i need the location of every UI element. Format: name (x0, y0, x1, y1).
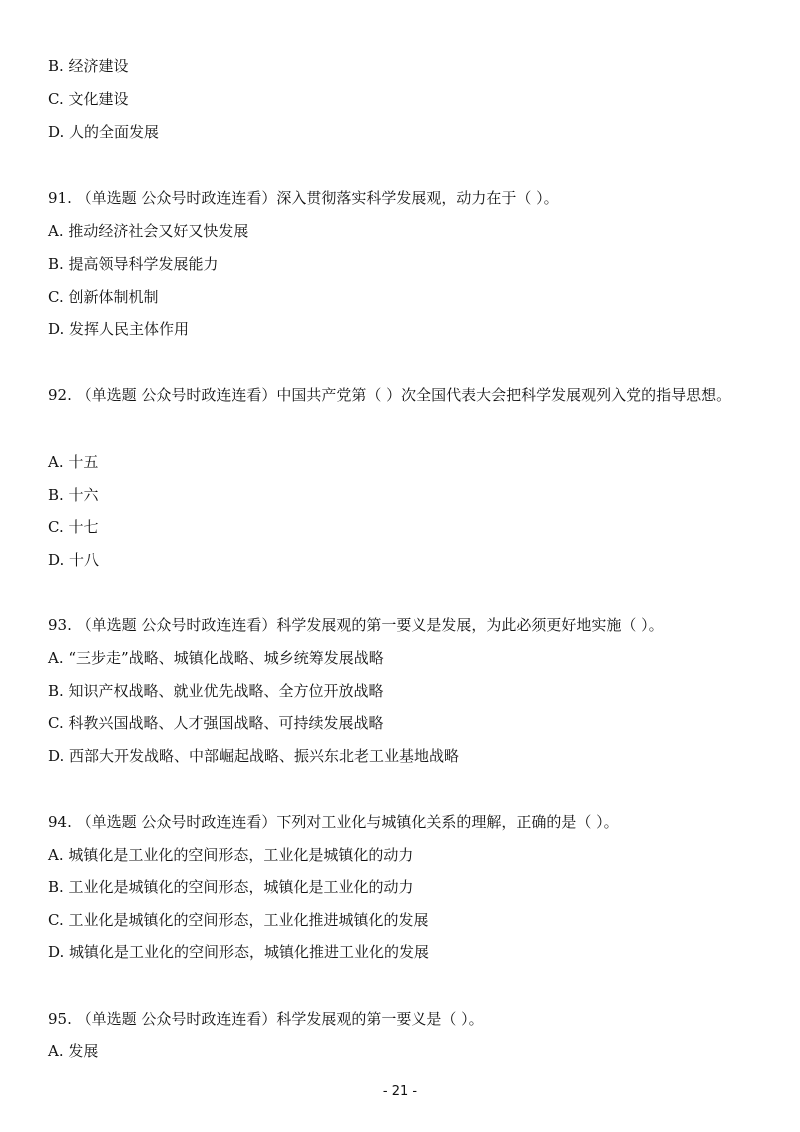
question-92-option-b: B. 十六 (48, 486, 99, 504)
question-92-stem: 92. （单选题 公众号时政连连看）中国共产党第（ ）次全国代表大会把科学发展观列入党的指导思想。 (48, 386, 732, 404)
question-94-option-b: B. 工业化是城镇化的空间形态，城镇化是工业化的动力 (48, 878, 414, 896)
question-91-option-d: D. 发挥人民主体作用 (48, 320, 190, 338)
question-93-option-a: A. “三步走”战略、城镇化战略、城乡统筹发展战略 (48, 649, 384, 667)
option-d-carryover: D. 人的全面发展 (48, 123, 160, 141)
question-93-option-b: B. 知识产权战略、就业优先战略、全方位开放战略 (48, 682, 384, 700)
question-93-option-d: D. 西部大开发战略、中部崛起战略、振兴东北老工业基地战略 (48, 747, 460, 765)
question-91-stem: 91. （单选题 公众号时政连连看）深入贯彻落实科学发展观，动力在于（ ）。 (48, 189, 559, 207)
question-94-option-d: D. 城镇化是工业化的空间形态，城镇化推进工业化的发展 (48, 943, 430, 961)
question-92-option-a: A. 十五 (48, 453, 99, 471)
question-94-option-c: C. 工业化是城镇化的空间形态，工业化推进城镇化的发展 (48, 911, 429, 929)
question-91-option-b: B. 提高领导科学发展能力 (48, 255, 219, 273)
question-95-stem: 95. （单选题 公众号时政连连看）科学发展观的第一要义是（ ）。 (48, 1010, 484, 1028)
option-c-carryover: C. 文化建设 (48, 90, 129, 108)
question-93-option-c: C. 科教兴国战略、人才强国战略、可持续发展战略 (48, 714, 384, 732)
question-91-option-a: A. 推动经济社会又好又快发展 (48, 222, 249, 240)
question-94-stem: 94. （单选题 公众号时政连连看）下列对工业化与城镇化关系的理解，正确的是（ ）。 (48, 813, 619, 831)
question-92-option-c: C. 十七 (48, 518, 99, 536)
page-number: - 21 - (382, 1084, 418, 1099)
question-93-stem: 93. （单选题 公众号时政连连看）科学发展观的第一要义是发展，为此必须更好地实施（ ）。 (48, 616, 664, 634)
question-95-option-a: A. 发展 (48, 1042, 99, 1060)
question-94-option-a: A. 城镇化是工业化的空间形态，工业化是城镇化的动力 (48, 846, 414, 864)
question-92-option-d: D. 十八 (48, 551, 100, 569)
question-91-option-c: C. 创新体制机制 (48, 288, 159, 306)
option-b-carryover: B. 经济建设 (48, 57, 129, 75)
